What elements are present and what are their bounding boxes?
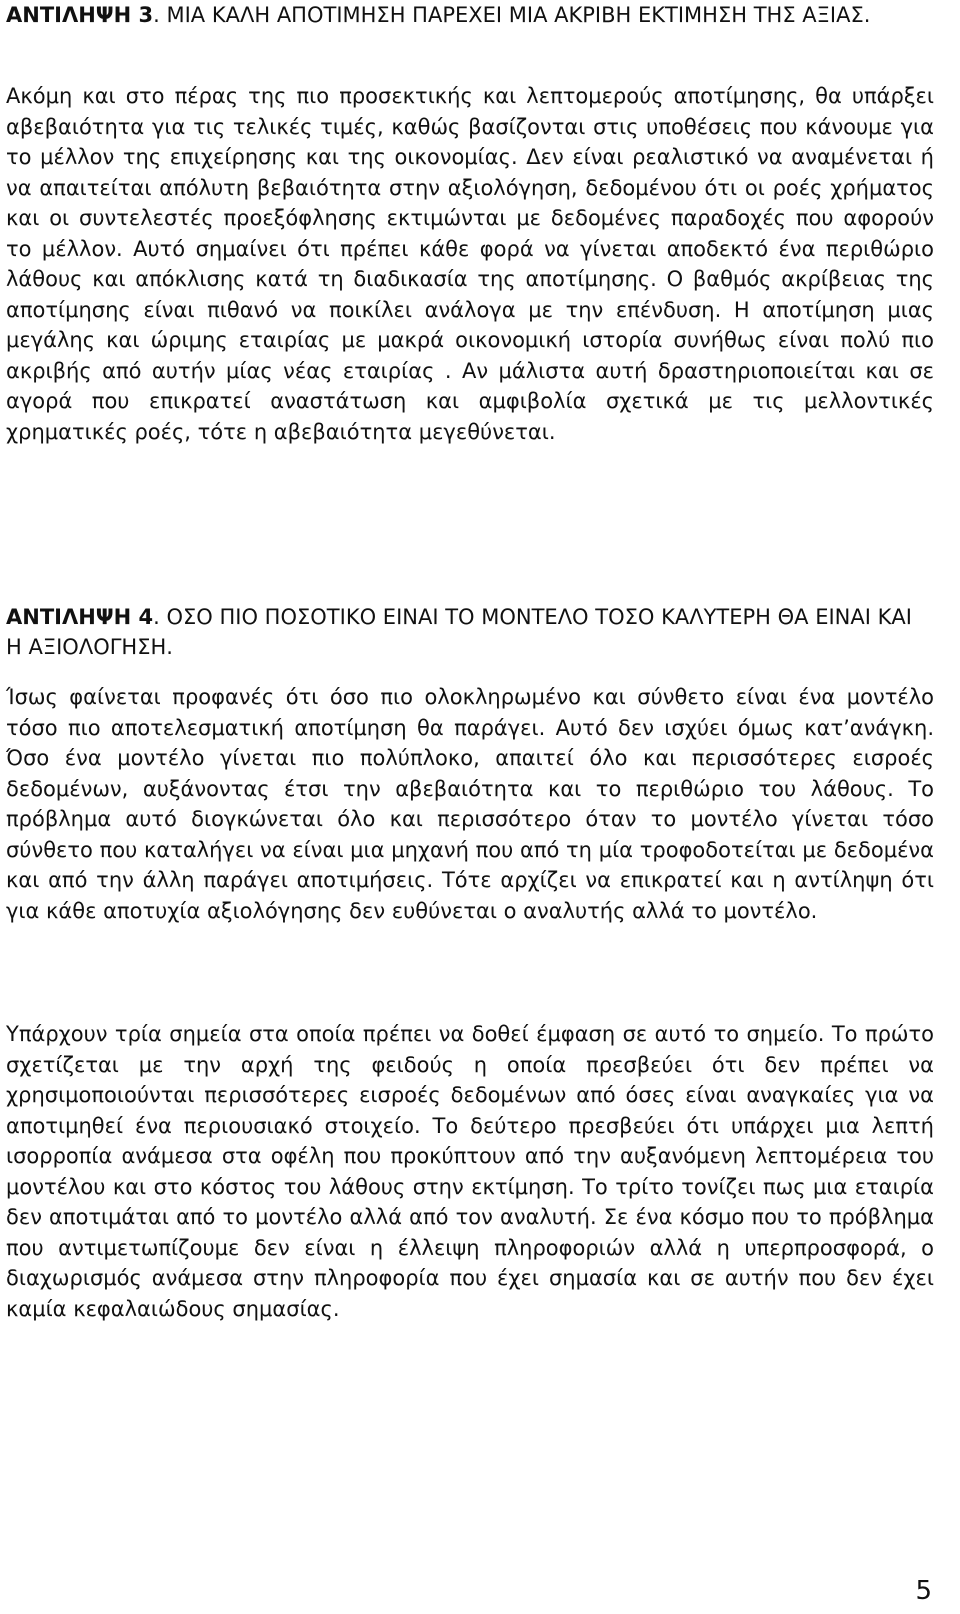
section-3-title: . ΜΙΑ ΚΑΛΗ ΑΠΟΤΙΜΗΣΗ ΠΑΡΕΧΕΙ ΜΙΑ ΑΚΡΙΒΗ ΕΚΤΙΜΗΣΗ ΤΗΣ ΑΞΙΑΣ.	[153, 3, 871, 27]
section-3-paragraph: Ακόμη και στο πέρας της πιο προσεκτικής και λεπτομερούς αποτίμησης, θα υπάρξει αβεβαιότητα για τις τελικές τιμές, καθώς βασίζονται στις υποθέσεις που κάνουμε για το μέλλον της επιχείρησης και της οικονομίας. Δεν είναι ρεαλιστικό να αναμένεται ή να απαιτείται απόλυτη βεβαιότητα στην αξιολόγηση, δεδομένου ότι οι ροές χρήματος και οι συντελεστές προεξόφλησης εκτιμώνται με δεδομένες παραδοχές που αφορούν το μέλλον. Αυτό σημαίνει ότι πρέπει κάθε φορά να γίνεται αποδεκτό ένα περιθώριο λάθους και απόκλισης κατά τη διαδικασία της αποτίμησης. Ο βαθμός ακρίβειας της αποτίμησης είναι πιθανό να ποικίλει ανάλογα με την επένδυση. Η αποτίμηση μιας μεγάλης και ώριμης εταιρίας με μακρά οικονομική ιστορία συνήθως είναι πολύ πιο ακριβής από αυτήν μίας νέας εταιρίας . Αν μάλιστα αυτή δραστηριοποιείται και σε αγορά που επικρατεί αναστάτωση και αμφιβολία σχετικά με τις μελλοντικές χρηματικές ροές, τότε η αβεβαιότητα μεγεθύνεται.	[6, 84, 934, 444]
section-3-label: ΑΝΤΙΛΗΨΗ 3	[6, 3, 154, 27]
section-4-title: . ΟΣΟ ΠΙΟ ΠΟΣΟΤΙΚΟ ΕΙΝΑΙ ΤΟ ΜΟΝΤΕΛΟ ΤΟΣΟ ΚΑΛΥΤΕΡΗ ΘΑ ΕΙΝΑΙ ΚΑΙ Η ΑΞΙΟΛΟΓΗΣΗ.	[6, 605, 912, 659]
section-4-heading	[6, 602, 934, 662]
section-4-paragraph-1: Ίσως φαίνεται προφανές ότι όσο πιο ολοκληρωμένο και σύνθετο είναι ένα μοντέλο τόσο πιο αποτελεσματική αποτίμηση θα παράγει. Αυτό δεν ισχύει όμως κατ’ανάγκη. Όσο ένα μοντέλο γίνεται πιο πολύπλοκο, απαιτεί όλο και περισσότερες εισροές δεδομένων, αυξάνοντας έτσι την αβεβαιότητα και το περιθώριο του λάθους. Το πρόβλημα αυτό διογκώνεται όλο και περισσότερο όταν το μοντέλο γίνεται τόσο σύνθετο που καταλήγει να είναι μια μηχανή που από τη μία τροφοδοτείται με δεδομένα και από την άλλη παράγει αποτιμήσεις. Τότε αρχίζει να επικρατεί και η αντίληψη ότι για κάθε αποτυχία αξιολόγησης δεν ευθύνεται ο αναλυτής αλλά το μοντέλο.	[6, 685, 934, 923]
page-number: 5	[915, 1576, 932, 1606]
section-4-label: ΑΝΤΙΛΗΨΗ 4	[6, 605, 154, 629]
section-4-paragraph-2: Υπάρχουν τρία σημεία στα οποία πρέπει να δοθεί έμφαση σε αυτό το σημείο. Το πρώτο σχετίζεται με την αρχή της φειδούς η οποία πρεσβεύει ότι δεν πρέπει να χρησιμοποιούνται περισσότερες εισροές δεδομένων από όσες είναι αναγκαίες για να αποτιμηθεί ένα περιουσιακό στοιχείο. Το δεύτερο πρεσβεύει ότι υπάρχει μια λεπτή ισορροπία ανάμεσα στα οφέλη που προκύπτουν από την αυξανόμενη λεπτομέρεια του μοντέλου και στο κόστος του λάθους στην εκτίμηση. Το τρίτο τονίζει πως μια εταιρία δεν αποτιμάται από το μοντέλο αλλά από τον αναλυτή. Σε ένα κόσμο που το πρόβλημα που αντιμετωπίζουμε δεν είναι η έλλειψη πληροφοριών αλλά η υπερπροσφορά, ο διαχωρισμός ανάμεσα στην πληροφορία που έχει σημασία και σε αυτήν που δεν έχει καμία κεφαλαιώδους σημασίας.	[6, 1022, 934, 1321]
section-3-heading	[6, 0, 934, 30]
